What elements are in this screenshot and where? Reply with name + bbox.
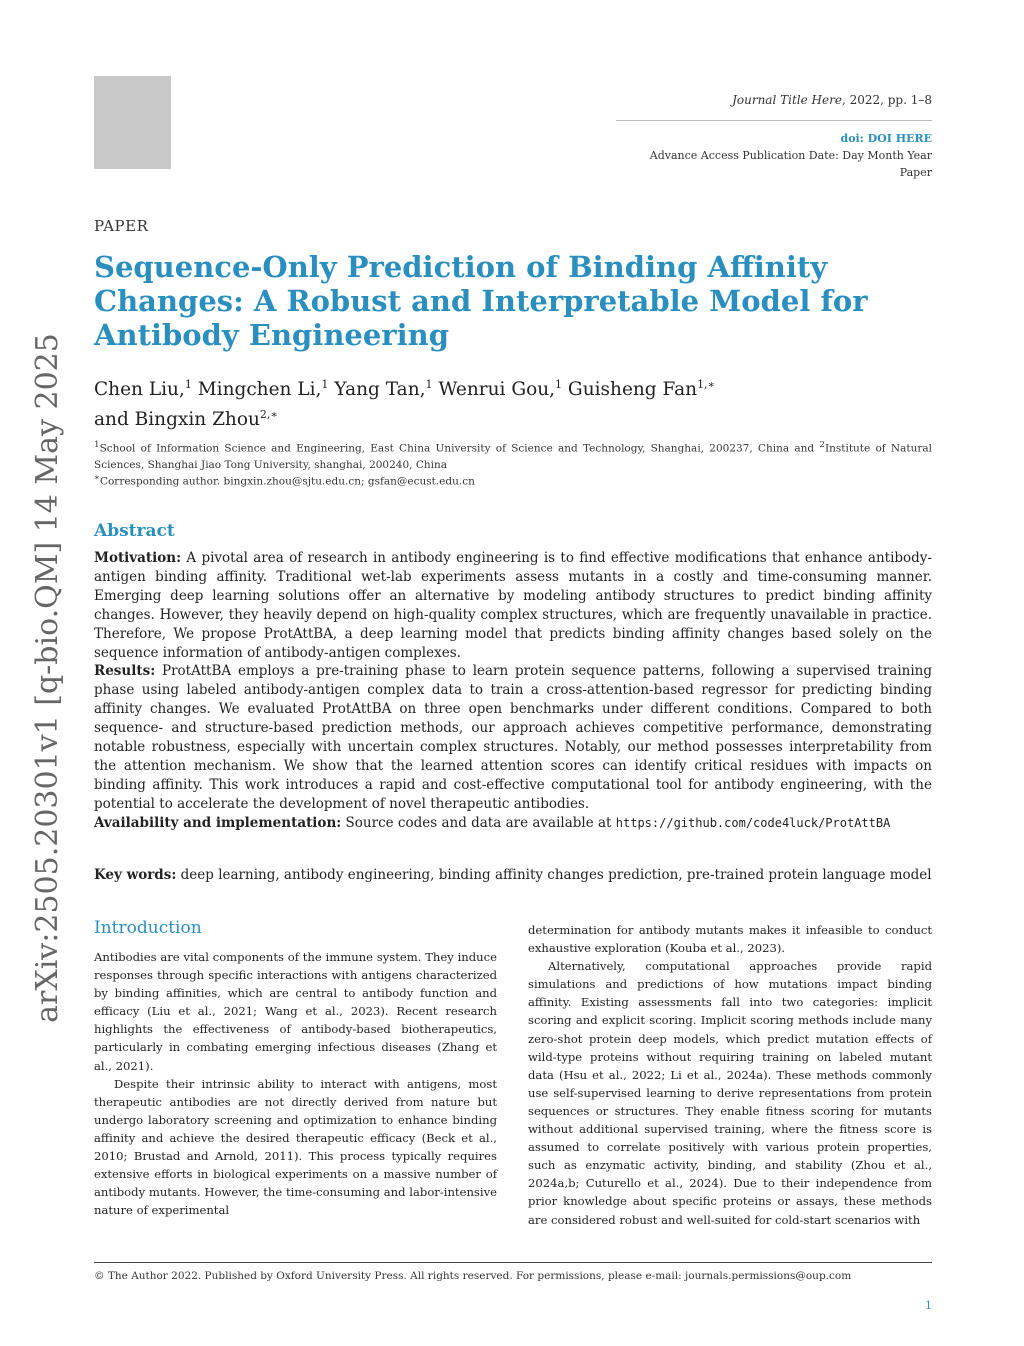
arxiv-identifier: arXiv:2505.20301v1 [q-bio.QM] 14 May 2025	[30, 333, 65, 1023]
abstract-availability: Availability and implementation: Source codes and data are available at https://github.com/code4luck/ProtAttBA	[94, 814, 891, 831]
author: Chen Liu,$^1$	[94, 378, 192, 401]
header-rule	[616, 120, 932, 121]
journal-citation	[732, 93, 932, 107]
affiliations: $^1$School of Information Science and Engineering, East China University of Science and Technology, Shanghai, 200237, China and $^2$Institute of Natural Sciences, Shanghai Jiao Tong University, shanghai, 200240, China	[94, 440, 932, 471]
publication-date: Advance Access Publication Date: Day Month Year	[649, 149, 932, 162]
abstract-results: Results: ProtAttBA employs a pre-training phase to learn protein sequence patterns, following a supervised training phase using labeled antibody-antigen complex data to train a cross-attention-based regressor for predicting binding affinity changes. We evaluated ProtAttBA on three open benchmarks under different conditions. Compared to both sequence- and structure-based prediction methods, our approach achieves competitive performance, demonstrating notable robustness, especially with uncertain complex structures. Notably, our method possesses interpretability from the attention mechanism. We show that the learned attention scores can identify critical residues with impacts on binding affinity. This work introduces a rapid and cost-effective computational tool for antibody engineering, with the potential to accelerate the development of novel therapeutic antibodies.	[94, 663, 932, 812]
introduction-heading: Introduction	[94, 918, 202, 938]
page-number: 1	[925, 1299, 932, 1312]
journal-pages: 2022, pp. 1–8	[845, 93, 932, 107]
corresponding-author: ∗Corresponding author. bingxin.zhou@sjtu.edu.cn; gsfan@ecust.edu.cn	[94, 473, 475, 488]
paper-title: Sequence-Only Prediction of Binding Affinity Changes: A Robust and Interpretable Model for Antibody Engineering	[94, 250, 868, 352]
author-list	[94, 372, 794, 432]
paragraph: determination for antibody mutants makes it infeasible to conduct exhaustive exploration (Kouba et al., 2023).	[528, 923, 932, 956]
footer-rule	[94, 1262, 932, 1263]
paragraph: Despite their intrinsic ability to interact with antigens, most therapeutic antibodies are not directly derived from nature but undergo laboratory screening and optimization to enhance binding affinity and achieve the desired therapeutic efficacy (Beck et al., 2010; Brustad and Arnold, 2011). This process typically requires extensive efforts in biological experiments on a massive number of antibody mutants. However, the time-consuming and labor-intensive nature of experimental	[94, 1076, 497, 1218]
abstract-heading: Abstract	[94, 521, 175, 541]
code-url-link[interactable]: https://github.com/code4luck/ProtAttBA	[615, 815, 891, 830]
journal-logo-placeholder	[94, 76, 171, 169]
author: Guisheng Fan$^{1,∗}$	[567, 378, 716, 401]
paragraph: Alternatively, computational approaches provide rapid simulations and predictions of how mutations impact binding affinity. Existing assessments fall into two categories: implicit scoring and explicit scoring. Implicit scoring methods include many zero-shot protein deep models, which predict mutation effects of wild-type proteins without requiring training on labeled mutant data (Hsu et al., 2022; Li et al., 2024a). These methods commonly use self-supervised learning to derive representations from protein sequences or structures. They enable fitness scoring for mutants without additional supervised training, where the fitness score is assumed to correlate positively with various protein properties, such as enzymatic activity, binding, and stability (Zhou et al., 2024a,b; Cuturello et al., 2024). Due to their independence from prior knowledge about specific proteins or assays, these methods are considered robust and well-suited for cold-start scenarios with	[528, 959, 932, 1227]
author: and Bingxin Zhou$^{2,∗}$	[94, 408, 278, 431]
copyright-notice: © The Author 2022. Published by Oxford University Press. All rights reserved. For permissions, please e-mail: journals.permissions@oup.com	[94, 1270, 852, 1282]
author: Wenrui Gou,$^1$	[438, 378, 563, 401]
keywords: Key words: deep learning, antibody engineering, binding affinity changes prediction, pre-trained protein language model	[94, 867, 932, 883]
abstract-motivation: Motivation: A pivotal area of research in antibody engineering is to find effective modifications that enhance antibody-antigen binding affinity. Traditional wet-lab experiments assess mutants in a costly and time-consuming manner. Emerging deep learning solutions offer an alternative by modeling antibody structures to predict binding affinity changes. However, they heavily depend on high-quality complex structures, which are frequently unavailable in practice. Therefore, We propose ProtAttBA, a deep learning model that predicts binding affinity changes based solely on the sequence information of antibody-antigen complexes.	[94, 550, 932, 661]
journal-title: Journal Title Here,	[732, 93, 846, 107]
author: Yang Tan,$^1$	[334, 378, 433, 401]
doi-link[interactable]: doi: DOI HERE	[840, 132, 932, 145]
right-column	[528, 921, 932, 1229]
left-column	[94, 948, 497, 1219]
article-type: Paper	[899, 166, 932, 179]
paper-label: PAPER	[94, 217, 149, 235]
paragraph: Antibodies are vital components of the immune system. They induce responses through specific interactions with antigens characterized by binding affinities, which are central to antibody function and efficacy (Liu et al., 2021; Wang et al., 2023). Recent research highlights the effectiveness of antibody-based biotherapeutics, particularly in combating emerging infectious diseases (Zhang et al., 2021).	[94, 950, 497, 1073]
author: Mingchen Li,$^1$	[197, 378, 329, 401]
abstract-body	[94, 549, 932, 833]
